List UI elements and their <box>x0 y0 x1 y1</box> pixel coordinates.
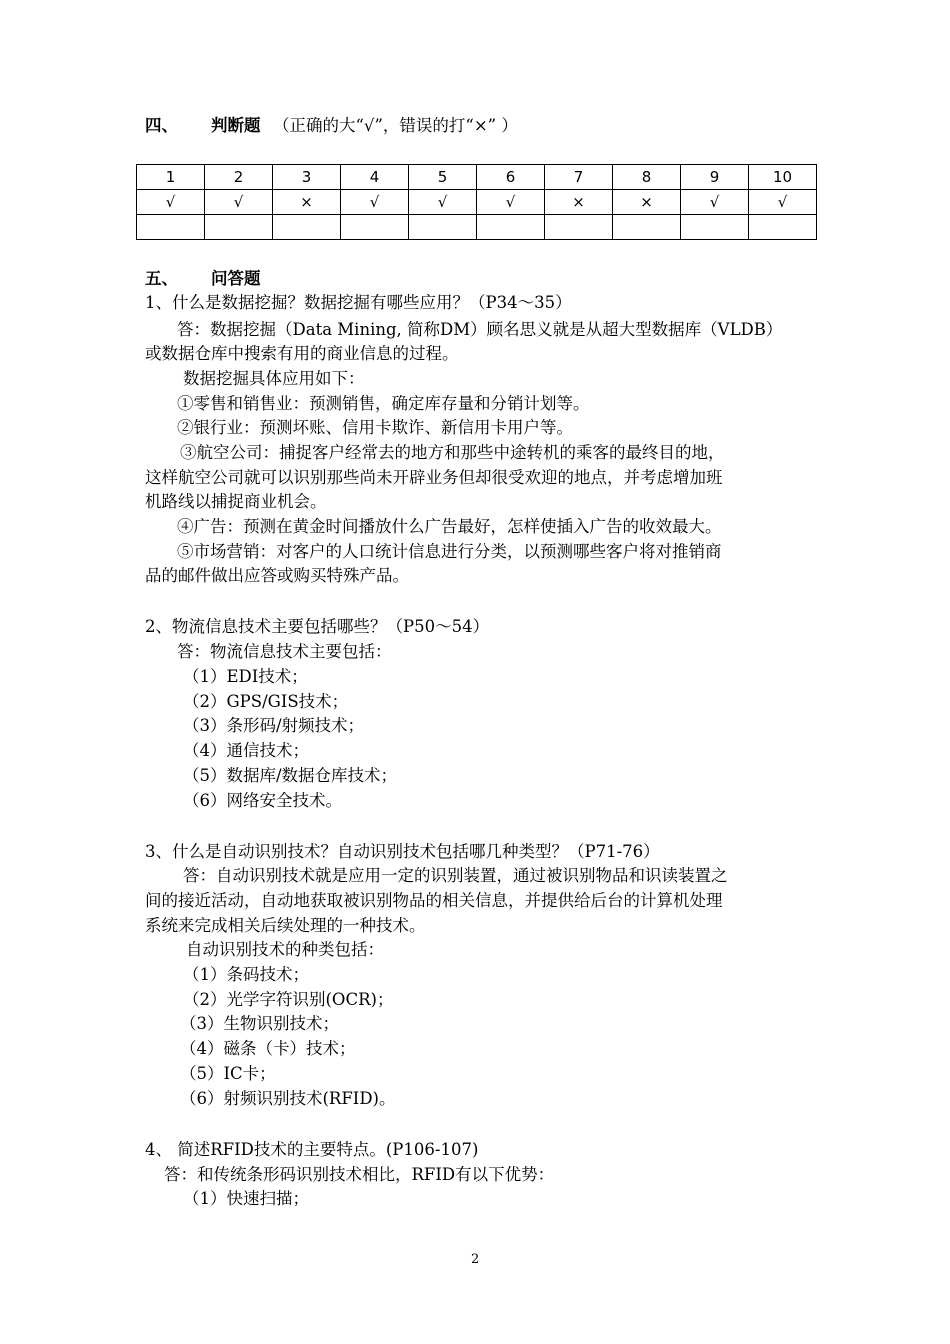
section5-number: 五、 <box>145 269 178 288</box>
page-number: 2 <box>471 1252 480 1267</box>
table-cell: √ <box>749 190 817 215</box>
answer-3-text: 系统来完成相关后续处理的一种技术。 <box>145 916 426 935</box>
list-item: （4）通信技术； <box>183 741 309 760</box>
list-item: ①零售和销售业：预测销售，确定库存量和分销计划等。 <box>177 394 590 413</box>
list-item: （2）GPS/GIS技术； <box>183 692 349 711</box>
list-item: （1）快速扫描； <box>183 1189 309 1208</box>
table-cell: √ <box>681 190 749 215</box>
list-item: ②银行业：预测坏账、信用卡欺诈、新信用卡用户等。 <box>177 418 573 437</box>
answer-3-text: 答：自动识别技术就是应用一定的识别装置，通过被识别物品和识读装置之 <box>183 866 728 885</box>
table-cell <box>613 215 681 240</box>
list-item: （6）网络安全技术。 <box>183 791 342 810</box>
table-header-row <box>137 165 817 190</box>
list-item: ③航空公司：捕捉客户经常去的地方和那些中途转机的乘客的最终目的地， <box>180 443 725 462</box>
table-cell: √ <box>205 190 273 215</box>
table-cell: √ <box>137 190 205 215</box>
table-cell: √ <box>341 190 409 215</box>
table-cell: 10 <box>749 165 817 190</box>
table-cell: 3 <box>273 165 341 190</box>
table-cell: 9 <box>681 165 749 190</box>
list-item: （5）数据库/数据仓库技术； <box>183 766 398 785</box>
table-cell: 4 <box>341 165 409 190</box>
list-item: （6）射频识别技术(RFID)。 <box>180 1089 396 1108</box>
list-item: （4）磁条（卡）技术； <box>180 1039 356 1058</box>
list-item: ⑤市场营销：对客户的人口统计信息进行分类，以预测哪些客户将对推销商 <box>177 542 722 561</box>
table-cell: √ <box>409 190 477 215</box>
table-cell: √ <box>477 190 545 215</box>
list-item: ④广告：预测在黄金时间播放什么广告最好，怎样使插入广告的收效最大。 <box>177 517 722 536</box>
table-cell <box>273 215 341 240</box>
table-cell: × <box>613 190 681 215</box>
list-item: 品的邮件做出应答或购买特殊产品。 <box>145 566 409 585</box>
question-2: 2、物流信息技术主要包括哪些？（P50～54） <box>145 617 490 636</box>
table-cell <box>545 215 613 240</box>
answer-1-text: 答：数据挖掘（Data Mining, 简称DM）顾名思义就是从超大型数据库（VLDB） <box>177 320 783 339</box>
table-cell: 8 <box>613 165 681 190</box>
answer-4-text: 答：和传统条形码识别技术相比，RFID有以下优势： <box>164 1165 555 1184</box>
section4-title: 判断题 <box>211 116 261 135</box>
answer-2-text: 答：物流信息技术主要包括： <box>177 642 392 661</box>
table-cell <box>205 215 273 240</box>
table-cell <box>137 215 205 240</box>
table-blank-row <box>137 215 817 240</box>
question-4: 4、 简述RFID技术的主要特点。(P106-107) <box>145 1140 479 1159</box>
table-cell: 6 <box>477 165 545 190</box>
answer-3-text: 间的接近活动，自动地获取被识别物品的相关信息，并提供给后台的计算机处理 <box>145 891 723 910</box>
table-cell: 5 <box>409 165 477 190</box>
list-item: （3）生物识别技术； <box>180 1014 339 1033</box>
table-cell: × <box>273 190 341 215</box>
answer-1-text: 或数据仓库中搜索有用的商业信息的过程。 <box>145 344 459 363</box>
list-item: （1）条码技术； <box>183 965 309 984</box>
table-cell: × <box>545 190 613 215</box>
table-cell: 2 <box>205 165 273 190</box>
table-cell: 1 <box>137 165 205 190</box>
section4-instruction: （正确的大“√”，错误的打“×” ） <box>273 116 518 135</box>
list-item: 机路线以捕捉商业机会。 <box>145 492 327 511</box>
list-item: （2）光学字符识别(OCR)； <box>183 990 394 1009</box>
question-1: 1、什么是数据挖掘？数据挖掘有哪些应用？（P34～35） <box>145 293 572 312</box>
answer-1-text: 数据挖掘具体应用如下： <box>183 369 365 388</box>
list-item: （1）EDI技术； <box>183 667 308 686</box>
list-item: 这样航空公司就可以识别那些尚未开辟业务但却很受欢迎的地点，并考虑增加班 <box>145 468 723 487</box>
table-answer-row <box>137 190 817 215</box>
section5-title: 问答题 <box>211 269 261 288</box>
list-item: （5）IC卡； <box>180 1064 276 1083</box>
table-cell <box>749 215 817 240</box>
table-cell <box>477 215 545 240</box>
table-cell: 7 <box>545 165 613 190</box>
section4-number: 四、 <box>145 116 178 135</box>
judgement-answer-table <box>136 164 817 240</box>
answer-3-text: 自动识别技术的种类包括： <box>186 940 384 959</box>
list-item: （3）条形码/射频技术； <box>183 716 365 735</box>
table-cell <box>681 215 749 240</box>
table-cell <box>341 215 409 240</box>
table-cell <box>409 215 477 240</box>
question-3: 3、什么是自动识别技术？自动识别技术包括哪几种类型？（P71-76） <box>145 842 660 861</box>
